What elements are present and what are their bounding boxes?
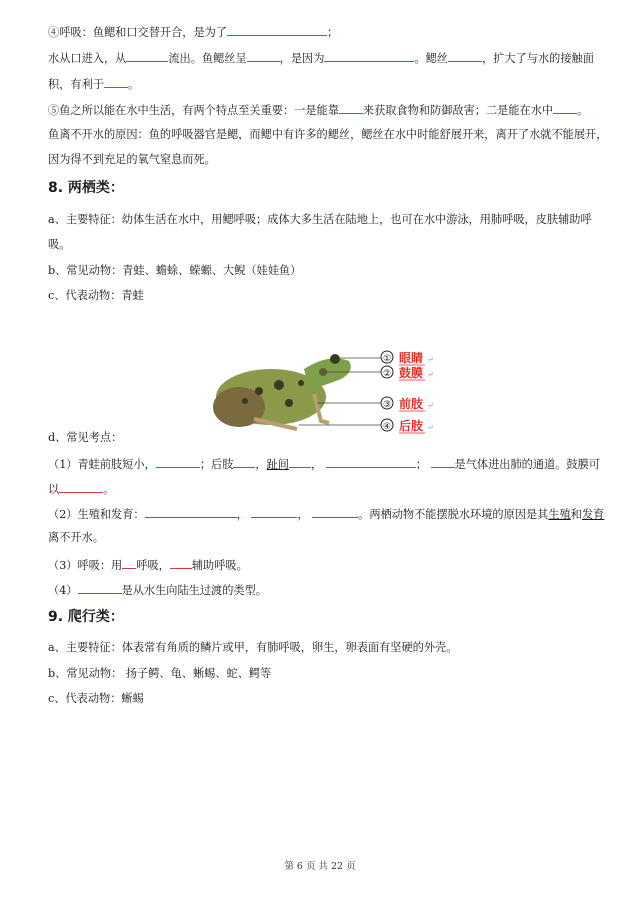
label-forelimb: 前肢	[399, 397, 424, 411]
text: ，	[255, 458, 267, 471]
text: 是气体进出肺的通道。鼓膜可	[454, 458, 600, 471]
frog-reproduction-question-cont: 离不开水。	[48, 531, 104, 544]
text: 水从口进入，从	[48, 52, 127, 65]
answer-blank[interactable]	[339, 102, 363, 114]
text: 。两栖动物不能摆脱水环境的原因是其	[358, 508, 549, 521]
text: 。鳃丝	[414, 52, 448, 65]
answer-blank[interactable]	[126, 50, 168, 62]
label-number: ①	[383, 354, 392, 364]
frog-reproduction-question	[48, 506, 604, 522]
answer-blank[interactable]	[156, 456, 200, 468]
reptile-feature: a、主要特征：体表常有角质的鳞片或甲，有肺呼吸，卵生，卵表面有坚硬的外壳。	[48, 641, 458, 654]
fish-gill-question-cont	[48, 76, 139, 92]
text: 以	[48, 483, 60, 496]
text: 积，有利于	[48, 78, 104, 91]
text: 。	[103, 483, 115, 496]
answer-blank[interactable]	[59, 481, 103, 493]
text: （4）	[48, 584, 78, 597]
amphibian-common-animals: b、常见动物：青蛙、蟾蜍、蝾螈、大鲵（娃娃鱼）	[48, 264, 302, 277]
label-eardrum: 鼓膜	[399, 366, 424, 380]
text: 是从水生向陆生过渡的类型。	[121, 584, 267, 597]
text: （1）青蛙前肢短小，	[48, 458, 156, 471]
section-title-reptiles: 9. 爬行类：	[48, 609, 124, 625]
text: ④呼吸：鱼鳃和口交替开合，是为了	[48, 26, 228, 39]
text: ⑤鱼之所以能在水中生活，有两个特点至关重要：一是能靠	[48, 104, 339, 117]
text: 呼吸，	[136, 559, 170, 572]
answer-blank[interactable]	[312, 506, 358, 518]
text: 和	[570, 508, 582, 521]
label-number: ③	[383, 400, 392, 410]
answer-blank[interactable]	[227, 24, 327, 36]
label-number: ④	[383, 422, 392, 432]
text: ，	[310, 458, 323, 471]
return-mark: ↵	[427, 423, 434, 432]
text: ，扩大了与水的接触面	[482, 52, 594, 65]
text: 流出。鱼鳃丝呈	[168, 52, 247, 65]
section-title-amphibians: 8. 两栖类：	[48, 180, 124, 196]
reptile-representative: c、代表动物：蜥蜴	[48, 692, 144, 705]
text: ，	[236, 508, 248, 521]
label-eye: 眼睛	[399, 351, 424, 365]
answer-blank[interactable]	[324, 50, 414, 62]
text: ，	[297, 508, 309, 521]
answer-blank[interactable]	[233, 456, 255, 468]
answer-blank[interactable]	[553, 102, 577, 114]
frog-eye	[330, 354, 340, 364]
text: 。	[127, 78, 140, 91]
text: ；	[415, 458, 427, 471]
transition-type-question	[48, 582, 267, 598]
page-footer: 第 6 页 共 22 页	[284, 861, 356, 872]
text: 发育	[581, 508, 605, 521]
explanation-line-2: 因为得不到充足的氧气窒息而死。	[48, 153, 216, 166]
text: 来获取食物和防御敌害；二是能在水中	[362, 104, 554, 117]
text: 辅助呼吸。	[191, 559, 248, 572]
exam-points-heading: d、常见考点：	[48, 431, 123, 444]
fish-gill-question	[48, 50, 594, 66]
text: 趾间	[266, 458, 289, 471]
frog-breathing-question	[48, 557, 248, 573]
answer-blank[interactable]	[326, 456, 416, 468]
text: （3）呼吸：用	[48, 559, 123, 572]
frog-illustration	[209, 339, 459, 439]
text: ；后肢	[199, 458, 234, 471]
return-mark: ↵	[427, 355, 434, 364]
label-number: ②	[383, 369, 392, 379]
amphibian-representative: c、代表动物：青蛙	[48, 289, 144, 302]
answer-blank[interactable]	[104, 76, 128, 88]
text: ，是因为	[279, 52, 325, 65]
answer-blank[interactable]	[145, 506, 237, 518]
answer-blank[interactable]	[122, 557, 136, 569]
text: （2）生殖和发育：	[48, 508, 145, 521]
answer-blank[interactable]	[251, 506, 297, 518]
answer-blank[interactable]	[289, 456, 311, 468]
text: 生殖	[548, 508, 571, 521]
fish-features-question	[48, 102, 588, 118]
explanation-line-1: 鱼离不开水的原因：鱼的呼吸器官是鳃，而鳃中有许多的鳃丝，鳃丝在水中时能舒展开来，离开了水就不能展开，	[48, 128, 608, 141]
text: 。	[577, 104, 589, 117]
frog-limbs-question	[48, 456, 600, 472]
answer-blank[interactable]	[247, 50, 280, 62]
reptile-common-animals: b、常见动物： 扬子鳄、龟、蜥蜴、蛇、鳄等	[48, 667, 272, 680]
return-mark: ↵	[427, 370, 434, 379]
frog-head	[304, 358, 351, 389]
amphibian-feature-line-1: a、主要特征：幼体生活在水中，用鳃呼吸；成体大多生活在陆地上，也可在水中游泳，用肺呼吸，皮肤辅助呼	[48, 213, 592, 226]
return-mark: ↵	[427, 401, 434, 410]
amphibian-feature-line-2: 吸。	[48, 238, 71, 251]
frog-diagram	[209, 339, 459, 439]
text: ；	[327, 26, 339, 39]
answer-blank[interactable]	[170, 557, 192, 569]
answer-blank[interactable]	[448, 50, 482, 62]
label-hindlimb: 后肢	[399, 419, 424, 433]
frog-limbs-question-cont	[48, 481, 114, 497]
fish-breathing-question	[48, 24, 338, 40]
answer-blank[interactable]	[78, 582, 122, 594]
answer-blank[interactable]	[431, 456, 455, 468]
